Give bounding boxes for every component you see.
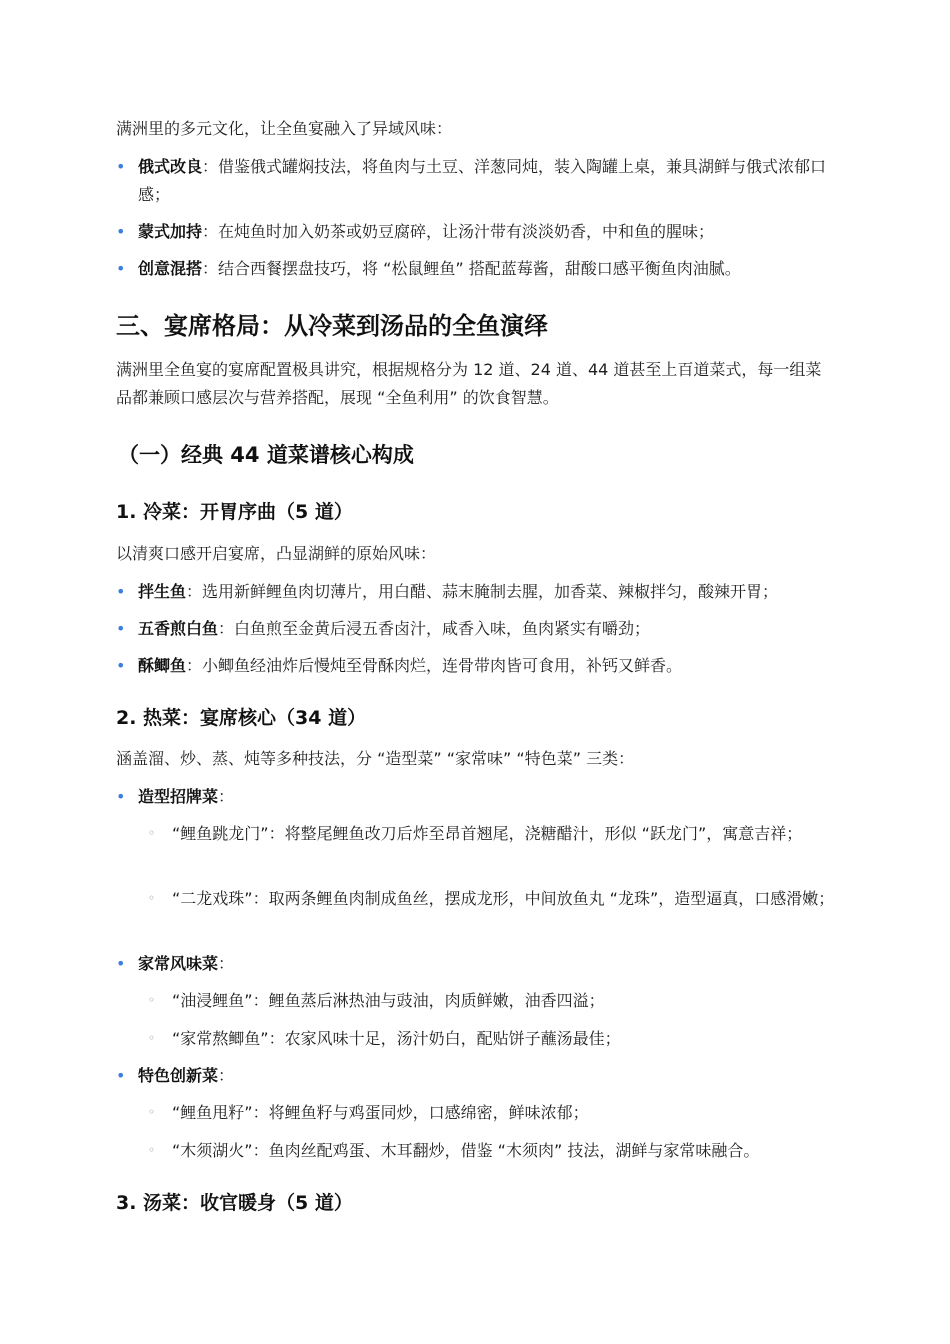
bullet-icon: • — [116, 259, 126, 278]
list-item — [116, 1062, 836, 1090]
list-item-term: 酥鲫鱼 — [138, 656, 187, 675]
sub-list-item-text: “鲤鱼跳龙门”：将整尾鲤鱼改刀后炸至昂首翘尾，浇糖醋汁，形似 “跃龙门”，寓意吉祥； — [172, 824, 803, 843]
bullet-icon: • — [116, 619, 126, 638]
list-item-term: 五香煎白鱼 — [138, 619, 219, 638]
group-label: 造型招牌菜 — [138, 787, 219, 806]
circle-bullet-icon: ◦ — [148, 1105, 156, 1119]
list-item — [116, 255, 836, 283]
hot-dishes-heading: 2. 热菜：宴席核心（34 道） — [116, 707, 367, 729]
section-heading: 三、宴席格局：从冷菜到汤品的全鱼演绎 — [116, 312, 548, 340]
sub-list-item — [148, 1099, 836, 1127]
bullet-icon: • — [116, 1066, 126, 1085]
cold-dishes-intro: 以清爽口感开启宴席，凸显湖鲜的原始风味： — [116, 544, 437, 563]
circle-bullet-icon: ◦ — [148, 826, 156, 840]
group-label-colon: ： — [218, 787, 235, 806]
section-intro-paragraph: 满洲里全鱼宴的宴席配置极具讲究，根据规格分为 12 道、24 道、44 道甚至上百道菜式，每一组菜品都兼顾口感层次与营养搭配，展现 “全鱼利用” 的饮食智慧。 — [116, 360, 822, 407]
group-label-colon: ： — [218, 1066, 235, 1085]
group-label: 特色创新菜 — [138, 1066, 219, 1085]
list-item-text: ：在炖鱼时加入奶茶或奶豆腐碎，让汤汁带有淡淡奶香，中和鱼的腥味； — [202, 222, 715, 241]
list-item — [116, 153, 836, 209]
sub-list-item — [148, 1137, 836, 1165]
cold-dishes-heading: 1. 冷菜：开胃序曲（5 道） — [116, 501, 353, 523]
sub-list-item — [148, 885, 836, 913]
list-item-text: ：结合西餐摆盘技巧，将 “松鼠鲤鱼” 搭配蓝莓酱，甜酸口感平衡鱼肉油腻。 — [202, 259, 741, 278]
bullet-icon: • — [116, 787, 126, 806]
sub-list-item-text: “木须湖火”：鱼肉丝配鸡蛋、木耳翻炒，借鉴 “木须肉” 技法，湖鲜与家常味融合。 — [172, 1141, 760, 1160]
hot-dishes-intro: 涵盖溜、炒、蒸、炖等多种技法，分 “造型菜” “家常味” “特色菜” 三类： — [116, 749, 635, 768]
list-item-term: 俄式改良 — [138, 157, 203, 176]
circle-bullet-icon: ◦ — [148, 993, 156, 1007]
sub-list-item-text: “家常熬鲫鱼”：农家风味十足，汤汁奶白，配贴饼子蘸汤最佳； — [172, 1029, 621, 1048]
section-intro-paragraph: 满洲里的多元文化，让全鱼宴融入了异域风味： — [116, 119, 453, 138]
list-item — [116, 578, 836, 606]
bullet-icon: • — [116, 656, 126, 675]
list-item-text: ：选用新鲜鲤鱼肉切薄片，用白醋、蒜末腌制去腥，加香菜、辣椒拌匀，酸辣开胃； — [186, 582, 779, 601]
list-item-text: ：白鱼煎至金黄后浸五香卤汁，咸香入味，鱼肉紧实有嚼劲； — [218, 619, 651, 638]
circle-bullet-icon: ◦ — [148, 1143, 156, 1157]
list-item — [116, 783, 836, 811]
subsection-heading: （一）经典 44 道菜谱核心构成 — [118, 443, 414, 467]
group-label-colon: ： — [218, 954, 235, 973]
list-item-term: 拌生鱼 — [138, 582, 187, 601]
list-item-text: ：小鲫鱼经油炸后慢炖至骨酥肉烂，连骨带肉皆可食用，补钙又鲜香。 — [186, 656, 683, 675]
sub-list-item — [148, 820, 836, 848]
sub-list-item-text: “二龙戏珠”：取两条鲤鱼肉制成鱼丝，摆成龙形，中间放鱼丸 “龙珠”，造型逼真，口感滑嫩； — [172, 889, 835, 908]
sub-list-item-text: “油浸鲤鱼”：鲤鱼蒸后淋热油与豉油，肉质鲜嫩，油香四溢； — [172, 991, 605, 1010]
bullet-icon: • — [116, 222, 126, 241]
list-item-term: 蒙式加持 — [138, 222, 203, 241]
group-label: 家常风味菜 — [138, 954, 219, 973]
sub-list-item — [148, 1025, 836, 1053]
circle-bullet-icon: ◦ — [148, 1031, 156, 1045]
circle-bullet-icon: ◦ — [148, 891, 156, 905]
list-item — [116, 615, 836, 643]
list-item-term: 创意混搭 — [138, 259, 203, 278]
list-item-text: ：借鉴俄式罐焖技法，将鱼肉与土豆、洋葱同炖，装入陶罐上桌，兼具湖鲜与俄式浓郁口感； — [138, 157, 827, 204]
list-item — [116, 652, 836, 680]
bullet-icon: • — [116, 582, 126, 601]
bullet-icon: • — [116, 954, 126, 973]
sub-list-item-text: “鲤鱼甩籽”：将鲤鱼籽与鸡蛋同炒，口感绵密，鲜味浓郁； — [172, 1103, 589, 1122]
sub-list-item — [148, 987, 836, 1015]
bullet-icon: • — [116, 157, 126, 176]
soup-dishes-heading: 3. 汤菜：收官暖身（5 道） — [116, 1192, 353, 1214]
list-item — [116, 950, 836, 978]
list-item — [116, 218, 836, 246]
